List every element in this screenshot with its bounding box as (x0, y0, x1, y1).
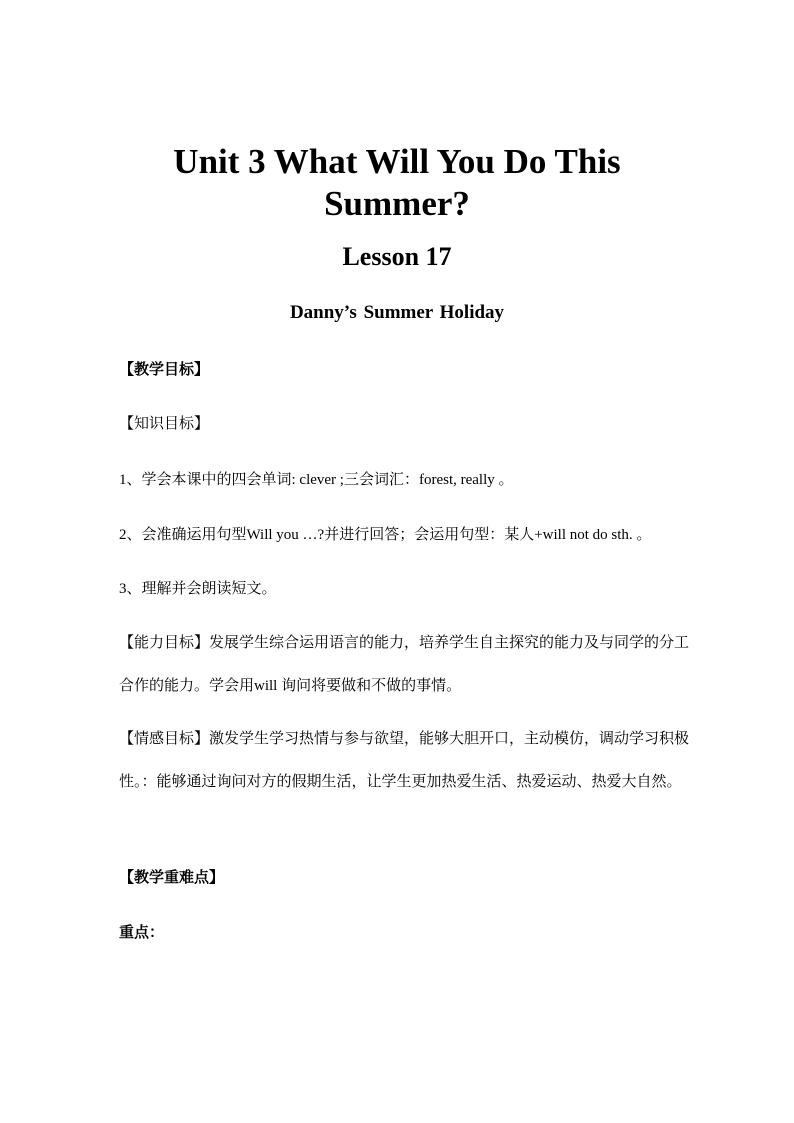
section-heading-knowledge: 【知识目标】 (119, 416, 210, 432)
document-title: Unit 3 What Will You Do This Summer? (173, 142, 621, 223)
lesson-subtitle: Danny’s Summer Holiday (289, 302, 505, 323)
ability-objective-paragraph: 【能力目标】发展学生综合运用语言的能力，培养学生自主探究的能力及与同学的分工合作的能力。学会用will 询问将要做和不做的事情。 (119, 635, 690, 694)
knowledge-item-2: 2、会准确运用句型Will you …?并进行回答；会运用句型：某人+will not do sth. 。 (119, 527, 652, 543)
knowledge-item-3: 3、理解并会朗读短文。 (119, 581, 277, 597)
lesson-heading: Lesson 17 (342, 242, 452, 271)
emotion-objective-paragraph: 【情感目标】激发学生学习热情与参与欲望，能够大胆开口，主动模仿，调动学习积极性。：能够通过询问对方的假期生活，让学生更加热爱生活、热爱运动、热爱大自然。 (119, 731, 690, 790)
section-heading-focus: 重点： (119, 925, 165, 941)
section-heading-objectives: 【教学目标】 (119, 362, 210, 378)
section-heading-keypoints: 【教学重难点】 (119, 870, 225, 886)
knowledge-item-1: 1、学会本课中的四会单词: clever ;三会词汇：forest, really 。 (119, 472, 514, 488)
